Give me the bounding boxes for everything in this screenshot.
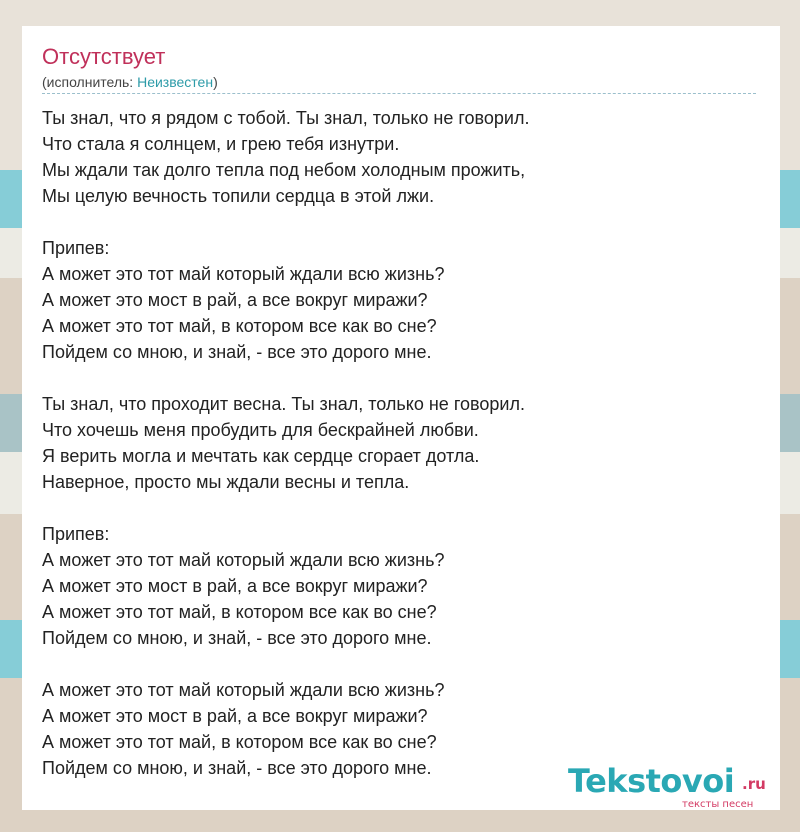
lyric-line: А может это тот май который ждали всю жизнь? xyxy=(42,264,445,284)
logo-wordmark: Tekstovoi xyxy=(568,762,735,800)
lyric-line: А может это мост в рай, а все вокруг миражи? xyxy=(42,290,428,310)
title-separator xyxy=(42,93,756,94)
lyric-line: А может это тот май, в котором все как во сне? xyxy=(42,316,437,336)
lyric-line: А может это тот май, в котором все как во сне? xyxy=(42,732,437,752)
artist-line xyxy=(42,74,218,90)
artist-prefix: (исполнитель: xyxy=(42,74,138,90)
logo-domain: .ru xyxy=(742,775,766,793)
chorus-label: Припев: xyxy=(42,238,110,258)
lyrics-text xyxy=(42,105,762,781)
lyric-line: Что стала я солнцем, и грею тебя изнутри. xyxy=(42,134,400,154)
stanza-gap xyxy=(42,495,762,521)
logo-tagline: тексты песен xyxy=(682,799,754,810)
artist-link[interactable]: Неизвестен xyxy=(137,74,214,90)
lyric-line: Наверное, просто мы ждали весны и тепла. xyxy=(42,472,410,492)
lyric-line: Что хочешь меня пробудить для бескрайней любви. xyxy=(42,420,479,440)
lyric-line: А может это тот май, в котором все как во сне? xyxy=(42,602,437,622)
stanza-gap xyxy=(42,209,762,235)
chorus-label: Припев: xyxy=(42,524,110,544)
lyric-line: А может это мост в рай, а все вокруг миражи? xyxy=(42,576,428,596)
lyric-line: Пойдем со мною, и знай, - все это дорого мне. xyxy=(42,758,432,778)
lyric-line: Ты знал, что я рядом с тобой. Ты знал, только не говорил. xyxy=(42,108,530,128)
lyric-line: Я верить могла и мечтать как сердце сгорает дотла. xyxy=(42,446,480,466)
lyric-line: А может это тот май который ждали всю жизнь? xyxy=(42,680,445,700)
stanza-gap xyxy=(42,651,762,677)
artist-suffix: ) xyxy=(213,74,218,90)
stanza-gap xyxy=(42,365,762,391)
site-logo[interactable] xyxy=(568,762,778,810)
lyric-line: Мы ждали так долго тепла под небом холодным прожить, xyxy=(42,160,526,180)
lyric-line: А может это мост в рай, а все вокруг миражи? xyxy=(42,706,428,726)
lyrics-card xyxy=(22,26,780,810)
lyric-line: А может это тот май который ждали всю жизнь? xyxy=(42,550,445,570)
lyric-line: Мы целую вечность топили сердца в этой лжи. xyxy=(42,186,435,206)
lyric-line: Пойдем со мною, и знай, - все это дорого мне. xyxy=(42,342,432,362)
song-title: Отсутствует xyxy=(42,44,166,69)
lyric-line: Ты знал, что проходит весна. Ты знал, только не говорил. xyxy=(42,394,525,414)
lyric-line: Пойдем со мною, и знай, - все это дорого мне. xyxy=(42,628,432,648)
